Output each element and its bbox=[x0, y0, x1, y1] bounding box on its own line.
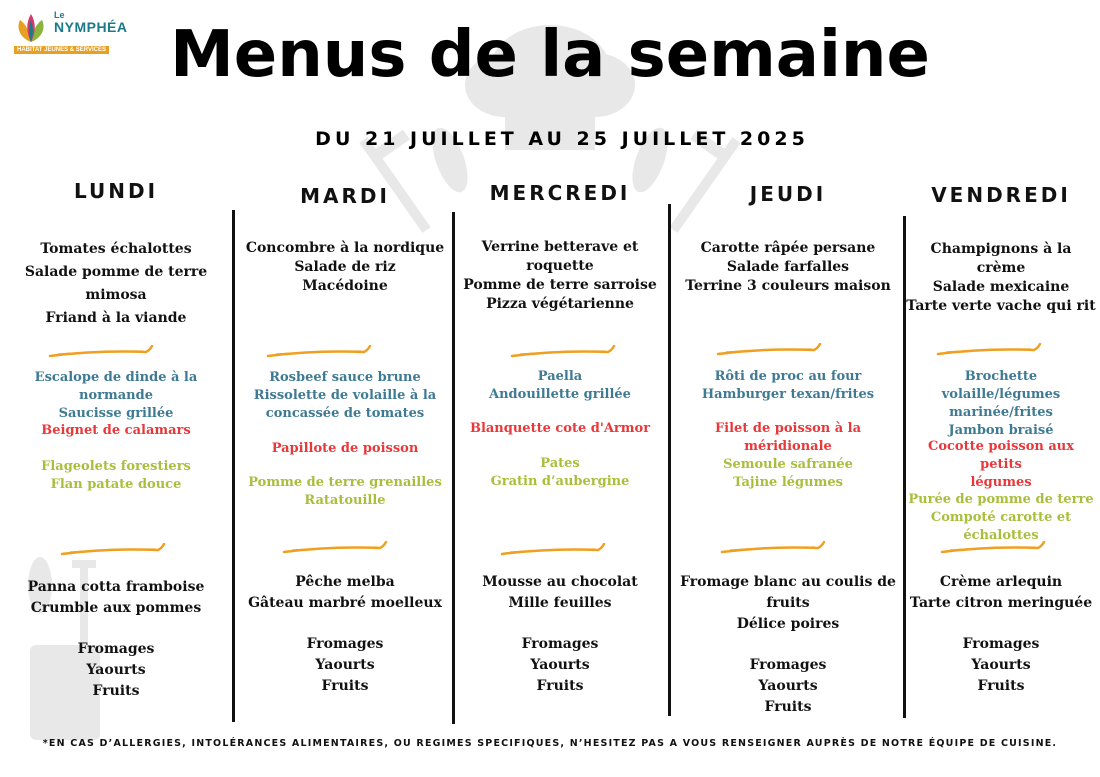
fish-dish bbox=[452, 420, 668, 438]
menu-item: Terrine 3 couleurs maison bbox=[685, 278, 891, 294]
day-column-lundi bbox=[0, 0, 232, 777]
menu-item: Friand à la viande bbox=[45, 310, 187, 326]
brand-prefix: Le bbox=[54, 10, 65, 20]
day-title: LUNDI bbox=[73, 179, 159, 203]
menu-item: Rosbeef sauce brune bbox=[269, 370, 421, 385]
extras bbox=[236, 634, 454, 697]
menu-item: Concombre à la nordique bbox=[245, 240, 445, 256]
swash-divider-icon bbox=[282, 541, 388, 555]
mains bbox=[452, 368, 668, 404]
day-column-vendredi bbox=[906, 0, 1096, 777]
menu-item: Salade mexicaine bbox=[932, 279, 1070, 295]
menu-item: Yaourts bbox=[315, 657, 375, 673]
menu-item: Gâteau marbré moelleux bbox=[248, 595, 442, 611]
menu-item: Fromages bbox=[306, 636, 384, 652]
menu-item: Brochette volaille/légumes bbox=[941, 369, 1061, 402]
day-column-mardi bbox=[236, 0, 454, 777]
menu-item: Mille feuilles bbox=[508, 595, 612, 611]
swash-divider-icon bbox=[266, 345, 372, 359]
date-range: DU 21 JUILLET AU 25 JUILLET 2025 bbox=[315, 128, 809, 150]
starters bbox=[236, 239, 454, 296]
swash-divider-icon bbox=[510, 345, 616, 359]
menu-item: Pates bbox=[540, 456, 580, 471]
menu-item: Salade farfalles bbox=[726, 259, 850, 275]
day-column-mercredi bbox=[452, 0, 668, 777]
starters bbox=[0, 238, 232, 330]
menu-item: Pomme de terre grenailles bbox=[248, 475, 442, 490]
desserts bbox=[672, 572, 904, 635]
menu-item: Fromages bbox=[962, 636, 1040, 652]
menu-item: Pomme de terre sarroise bbox=[463, 277, 657, 293]
menu-item: Fruits bbox=[536, 678, 584, 694]
day-column-jeudi bbox=[672, 0, 904, 777]
menu-item: Saucisse grillée bbox=[58, 406, 174, 421]
menu-item: Andouillette grillée bbox=[489, 387, 631, 402]
menu-item: Yaourts bbox=[971, 657, 1031, 673]
starters bbox=[452, 238, 668, 314]
mains bbox=[906, 368, 1096, 440]
sides bbox=[906, 491, 1096, 545]
menu-item: Macédoine bbox=[302, 278, 388, 294]
day-title: MERCREDI bbox=[489, 181, 631, 205]
menu-item: Salade pomme de terre mimosa bbox=[24, 264, 208, 303]
day-title: JEUDI bbox=[749, 182, 827, 206]
fish-dish bbox=[672, 420, 904, 456]
starters bbox=[672, 239, 904, 296]
menu-item: Carotte râpée persane bbox=[700, 240, 876, 256]
menu-item: Panna cotta framboise bbox=[27, 579, 205, 595]
menu-item: Fromages bbox=[749, 657, 827, 673]
menu-item: Filet de poisson à la méridionale bbox=[714, 421, 862, 454]
menu-item: Fruits bbox=[764, 699, 812, 715]
menu-item: Fromages bbox=[521, 636, 599, 652]
swash-divider-icon bbox=[936, 343, 1042, 357]
swash-divider-icon bbox=[716, 343, 822, 357]
menu-item: fruits bbox=[766, 595, 810, 611]
mains bbox=[672, 368, 904, 404]
menu-item: Beignet de calamars bbox=[41, 423, 191, 438]
menu-item: Ratatouille bbox=[304, 493, 386, 508]
sides bbox=[0, 458, 232, 494]
swash-divider-icon bbox=[500, 543, 606, 557]
menu-item: Tajine légumes bbox=[733, 475, 843, 490]
menu-item: Purée de pomme de terre bbox=[908, 492, 1094, 507]
allergy-notice: *EN CAS D’ALLERGIES, INTOLÉRANCES ALIMENTAIRES, OU REGIMES SPECIFIQUES, N’HESITEZ PAS A VOUS RENSEIGNER AUPRÈS DE NOTRE ÉQUIPE DE CUISINE. bbox=[42, 738, 1058, 749]
menu-item: Crème arlequin bbox=[939, 574, 1063, 590]
menu-item: Escalope de dinde à la normande bbox=[34, 370, 198, 403]
menu-item: Semoule safranée bbox=[723, 457, 853, 472]
column-divider bbox=[668, 204, 671, 716]
desserts bbox=[236, 572, 454, 614]
sides bbox=[672, 456, 904, 492]
menu-item: Yaourts bbox=[530, 657, 590, 673]
swash-divider-icon bbox=[720, 541, 826, 555]
menu-item: Blanquette cote d'Armor bbox=[469, 421, 651, 436]
menu-item: Crumble aux pommes bbox=[30, 600, 202, 616]
menu-item: Fruits bbox=[321, 678, 369, 694]
brand-title: NYMPHÉA bbox=[54, 19, 128, 35]
mains bbox=[236, 369, 454, 423]
menu-item: Rôti de proc au four bbox=[714, 369, 862, 384]
menu-item: Cocotte poisson aux petits bbox=[927, 439, 1075, 472]
menu-item: échalottes bbox=[963, 528, 1039, 543]
swash-divider-icon bbox=[940, 541, 1046, 555]
menu-item: Gratin d’aubergine bbox=[490, 474, 630, 489]
menu-item: Verrine betterave et roquette bbox=[481, 239, 639, 274]
day-title: MARDI bbox=[300, 184, 390, 208]
menu-item: Tarte citron meringuée bbox=[909, 595, 1093, 611]
brand-tagline: HABITAT JEUNES & SERVICES bbox=[14, 46, 109, 54]
menu-item: Délice poires bbox=[736, 616, 840, 632]
starters bbox=[906, 240, 1096, 316]
menu-item: Salade de riz bbox=[294, 259, 396, 275]
day-title: VENDREDI bbox=[931, 183, 1071, 207]
menu-item: Pêche melba bbox=[295, 574, 395, 590]
swash-divider-icon bbox=[48, 345, 154, 359]
fish-dish bbox=[236, 440, 454, 458]
menu-item: Paella bbox=[537, 369, 583, 384]
menu-item: concassée de tomates bbox=[265, 406, 425, 421]
menu-item: Flageolets forestiers bbox=[41, 459, 191, 474]
menu-item: Papillote de poisson bbox=[271, 441, 419, 456]
menu-item: Fromage blanc au coulis de bbox=[680, 574, 896, 590]
extras bbox=[672, 655, 904, 718]
menu-item: Tomates échalottes bbox=[40, 241, 192, 257]
swash-divider-icon bbox=[60, 543, 166, 557]
menu-item: Champignons à la crème bbox=[930, 241, 1072, 276]
fish-dish bbox=[906, 438, 1096, 492]
menu-item: Rissolette de volaille à la bbox=[253, 388, 437, 403]
desserts bbox=[906, 572, 1096, 614]
extras bbox=[906, 634, 1096, 697]
menu-item: Flan patate douce bbox=[50, 477, 182, 492]
menu-item: Yaourts bbox=[86, 662, 146, 678]
menu-item: Fruits bbox=[977, 678, 1025, 694]
menu-item: Tarte verte vache qui rit bbox=[906, 298, 1096, 314]
menu-item: Mousse au chocolat bbox=[482, 574, 638, 590]
menu-item: marinée/frites bbox=[949, 405, 1053, 420]
desserts bbox=[0, 577, 232, 619]
extras bbox=[0, 639, 232, 702]
sides bbox=[236, 474, 454, 510]
menu-item: Fromages bbox=[77, 641, 155, 657]
menu-item: Fruits bbox=[92, 683, 140, 699]
menu-item: légumes bbox=[970, 475, 1032, 490]
menu-item: Compoté carotte et bbox=[930, 510, 1072, 525]
sides bbox=[452, 455, 668, 491]
desserts bbox=[452, 572, 668, 614]
menu-item: Yaourts bbox=[758, 678, 818, 694]
menu-item: Jambon braisé bbox=[948, 423, 1054, 438]
column-divider bbox=[232, 210, 235, 722]
mains bbox=[0, 369, 232, 423]
fish-dish bbox=[0, 422, 232, 440]
menu-item: Hamburger texan/frites bbox=[701, 387, 875, 402]
menu-item: Pizza végétarienne bbox=[486, 296, 634, 312]
page-title: Menus de la semaine bbox=[170, 18, 930, 92]
extras bbox=[452, 634, 668, 697]
